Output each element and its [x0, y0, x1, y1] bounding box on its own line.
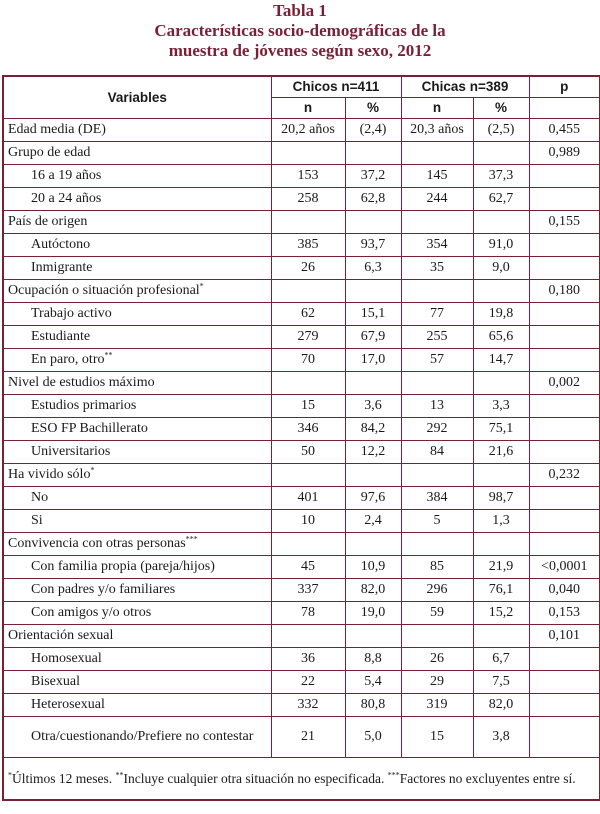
cell-p-value [529, 395, 600, 418]
cell-boys-pct: 2,4 [345, 510, 401, 533]
cell-p-value: 0,153 [529, 602, 600, 625]
table-row [3, 349, 600, 372]
row-label [3, 211, 271, 234]
cell-girls-pct [473, 464, 529, 487]
header-p-blank [529, 98, 600, 119]
row-label-text: Estudios primarios [31, 398, 137, 413]
cell-boys-pct: 82,0 [345, 579, 401, 602]
cell-girls-pct: 65,6 [473, 326, 529, 349]
table-row [3, 648, 600, 671]
cell-boys-pct [345, 533, 401, 556]
cell-boys-n: 50 [271, 441, 345, 464]
row-label [3, 602, 271, 625]
cell-girls-pct: 3,3 [473, 395, 529, 418]
table-row [3, 579, 600, 602]
row-label [3, 671, 271, 694]
cell-boys-pct: 17,0 [345, 349, 401, 372]
row-label-text: Si [31, 513, 43, 528]
cell-boys-n [271, 142, 345, 165]
table-row [3, 395, 600, 418]
cell-p-value [529, 648, 600, 671]
row-label [3, 441, 271, 464]
cell-boys-n: 62 [271, 303, 345, 326]
cell-p-value [529, 533, 600, 556]
cell-boys-pct: 37,2 [345, 165, 401, 188]
cell-boys-pct: 80,8 [345, 694, 401, 717]
cell-boys-pct [345, 211, 401, 234]
cell-boys-n: 401 [271, 487, 345, 510]
cell-girls-n: 5 [401, 510, 473, 533]
row-label [3, 188, 271, 211]
table-row [3, 625, 600, 648]
cell-boys-pct: 93,7 [345, 234, 401, 257]
cell-girls-pct: 91,0 [473, 234, 529, 257]
cell-boys-n [271, 211, 345, 234]
row-label-text: Otra/cuestionando/Prefiere no contestar [31, 729, 254, 744]
cell-boys-pct: 3,6 [345, 395, 401, 418]
cell-girls-pct: 98,7 [473, 487, 529, 510]
cell-boys-n: 153 [271, 165, 345, 188]
cell-boys-pct: 19,0 [345, 602, 401, 625]
row-label-text: Estudiante [31, 329, 91, 344]
row-label [3, 625, 271, 648]
row-label [3, 326, 271, 349]
cell-p-value [529, 165, 600, 188]
cell-boys-n [271, 372, 345, 395]
cell-p-value: 0,002 [529, 372, 600, 395]
table-row [3, 326, 600, 349]
cell-boys-pct: 10,9 [345, 556, 401, 579]
table-row [3, 234, 600, 257]
row-label-text: Trabajo activo [31, 306, 112, 321]
cell-girls-pct: 15,2 [473, 602, 529, 625]
cell-p-value: 0,455 [529, 119, 600, 142]
table-row [3, 464, 600, 487]
cell-p-value: 0,101 [529, 625, 600, 648]
cell-girls-pct: 21,6 [473, 441, 529, 464]
cell-p-value [529, 441, 600, 464]
row-label-text: Homosexual [31, 651, 102, 666]
cell-girls-n: 20,3 años [401, 119, 473, 142]
cell-girls-pct: 6,7 [473, 648, 529, 671]
footnote-text-1: Últimos 12 meses. [12, 771, 116, 786]
data-table [2, 75, 600, 801]
table-body [3, 119, 600, 758]
cell-girls-pct: 1,3 [473, 510, 529, 533]
cell-girls-n: 292 [401, 418, 473, 441]
cell-girls-pct: 75,1 [473, 418, 529, 441]
row-label [3, 694, 271, 717]
row-label-text: Autóctono [31, 237, 91, 252]
footnote-row [3, 758, 600, 801]
header-boys-n: n [271, 98, 345, 119]
cell-girls-n: 384 [401, 487, 473, 510]
cell-p-value [529, 694, 600, 717]
cell-boys-pct: 5,4 [345, 671, 401, 694]
cell-girls-pct [473, 533, 529, 556]
row-label-text: Grupo de edad [8, 145, 91, 160]
cell-girls-n: 26 [401, 648, 473, 671]
row-label [3, 234, 271, 257]
cell-girls-n: 13 [401, 395, 473, 418]
cell-boys-pct [345, 142, 401, 165]
row-label-text: Convivencia con otras personas [8, 536, 186, 551]
cell-girls-pct [473, 280, 529, 303]
cell-boys-n: 258 [271, 188, 345, 211]
row-label [3, 510, 271, 533]
cell-boys-pct [345, 372, 401, 395]
row-label [3, 418, 271, 441]
footnote-text-2: Incluye cualquier otra situación no especificada. [123, 771, 388, 786]
row-label-text: Con familia propia (pareja/hijos) [31, 559, 215, 574]
table-row [3, 441, 600, 464]
cell-girls-pct: 14,7 [473, 349, 529, 372]
table-subtitle-line-2: muestra de jóvenes según sexo, 2012 [168, 41, 432, 60]
cell-girls-n: 77 [401, 303, 473, 326]
cell-boys-pct: 6,3 [345, 257, 401, 280]
cell-girls-n: 319 [401, 694, 473, 717]
cell-girls-n: 29 [401, 671, 473, 694]
cell-boys-pct: 62,8 [345, 188, 401, 211]
table-row [3, 372, 600, 395]
cell-p-value [529, 717, 600, 758]
cell-boys-n [271, 625, 345, 648]
cell-boys-pct [345, 464, 401, 487]
cell-boys-n: 26 [271, 257, 345, 280]
row-label-text: En paro, otro [31, 352, 105, 367]
row-label [3, 119, 271, 142]
cell-boys-n [271, 533, 345, 556]
header-girls-pct: % [473, 98, 529, 119]
header-row-groups [3, 76, 600, 98]
table-row [3, 694, 600, 717]
cell-boys-pct [345, 280, 401, 303]
row-label [3, 303, 271, 326]
cell-p-value [529, 671, 600, 694]
row-label-text: No [31, 490, 49, 505]
cell-boys-pct: 5,0 [345, 717, 401, 758]
cell-girls-n [401, 211, 473, 234]
header-boys: Chicos n=411 [271, 76, 401, 98]
cell-girls-n: 35 [401, 257, 473, 280]
cell-boys-n: 15 [271, 395, 345, 418]
row-label-text: Universitarios [31, 444, 111, 459]
cell-girls-n [401, 625, 473, 648]
cell-girls-n [401, 464, 473, 487]
cell-boys-pct: 12,2 [345, 441, 401, 464]
table-subtitle-line-1: Características socio-demográficas de la [154, 21, 446, 40]
table-row [3, 671, 600, 694]
header-variables: Variables [3, 76, 271, 119]
cell-girls-n: 296 [401, 579, 473, 602]
cell-p-value [529, 234, 600, 257]
cell-girls-pct [473, 142, 529, 165]
row-label-text: Nivel de estudios máximo [8, 375, 155, 390]
row-label [3, 257, 271, 280]
cell-p-value [529, 510, 600, 533]
table-row [3, 303, 600, 326]
cell-girls-n [401, 372, 473, 395]
cell-p-value: 0,232 [529, 464, 600, 487]
row-label [3, 579, 271, 602]
cell-p-value [529, 303, 600, 326]
cell-boys-n: 346 [271, 418, 345, 441]
cell-girls-n: 255 [401, 326, 473, 349]
cell-girls-pct [473, 211, 529, 234]
cell-girls-n: 84 [401, 441, 473, 464]
row-label [3, 648, 271, 671]
header-p: p [529, 76, 600, 98]
cell-boys-n: 36 [271, 648, 345, 671]
table-row [3, 533, 600, 556]
cell-p-value [529, 349, 600, 372]
cell-boys-n: 332 [271, 694, 345, 717]
table-title: Tabla 1 [273, 1, 327, 20]
footnote-mark-2: ** [115, 770, 124, 780]
cell-girls-n: 15 [401, 717, 473, 758]
row-label-text: Ocupación o situación profesional [8, 283, 200, 298]
header-girls: Chicas n=389 [401, 76, 529, 98]
footnote-text-3: Factores no excluyentes entre sí. [399, 771, 576, 786]
cell-boys-n [271, 464, 345, 487]
cell-boys-n: 279 [271, 326, 345, 349]
cell-girls-n: 145 [401, 165, 473, 188]
cell-p-value [529, 326, 600, 349]
table-row [3, 717, 600, 758]
cell-girls-pct: 19,8 [473, 303, 529, 326]
cell-boys-pct: 67,9 [345, 326, 401, 349]
footnote-marker: ** [104, 350, 113, 360]
table-row [3, 556, 600, 579]
cell-boys-pct: (2,4) [345, 119, 401, 142]
cell-boys-n: 21 [271, 717, 345, 758]
table-row [3, 510, 600, 533]
cell-boys-pct [345, 625, 401, 648]
table-row [3, 418, 600, 441]
cell-boys-n [271, 280, 345, 303]
row-label [3, 533, 271, 556]
cell-p-value [529, 188, 600, 211]
row-label-text: Inmigrante [31, 260, 93, 275]
table-row [3, 487, 600, 510]
table-row [3, 165, 600, 188]
table-row [3, 257, 600, 280]
cell-girls-n: 354 [401, 234, 473, 257]
cell-girls-pct: 21,9 [473, 556, 529, 579]
footnote-marker: * [90, 465, 95, 475]
row-label-text: ESO FP Bachillerato [31, 421, 148, 436]
cell-girls-pct [473, 372, 529, 395]
cell-p-value: 0,040 [529, 579, 600, 602]
row-label [3, 556, 271, 579]
footnote-mark-1: * [8, 770, 12, 780]
row-label-text: Con amigos y/o otros [31, 605, 152, 620]
cell-girls-n [401, 533, 473, 556]
row-label [3, 487, 271, 510]
table-row [3, 119, 600, 142]
cell-boys-n: 45 [271, 556, 345, 579]
cell-boys-n: 20,2 años [271, 119, 345, 142]
cell-girls-pct: (2,5) [473, 119, 529, 142]
cell-boys-pct: 84,2 [345, 418, 401, 441]
footnote [3, 758, 600, 801]
cell-girls-pct [473, 625, 529, 648]
table-row [3, 280, 600, 303]
cell-boys-n: 337 [271, 579, 345, 602]
footnote-marker: *** [185, 534, 198, 544]
row-label-text: 20 a 24 años [31, 191, 102, 206]
cell-girls-pct: 82,0 [473, 694, 529, 717]
row-label-text: Orientación sexual [8, 628, 114, 643]
cell-girls-pct: 7,5 [473, 671, 529, 694]
cell-p-value: 0,155 [529, 211, 600, 234]
row-label [3, 165, 271, 188]
cell-girls-pct: 3,8 [473, 717, 529, 758]
table-row [3, 602, 600, 625]
cell-girls-n: 59 [401, 602, 473, 625]
cell-boys-n: 10 [271, 510, 345, 533]
row-label [3, 395, 271, 418]
row-label [3, 372, 271, 395]
cell-girls-n: 244 [401, 188, 473, 211]
footnote-marker: * [199, 281, 204, 291]
cell-girls-pct: 76,1 [473, 579, 529, 602]
cell-girls-n: 57 [401, 349, 473, 372]
cell-girls-pct: 9,0 [473, 257, 529, 280]
row-label-text: País de origen [8, 214, 88, 229]
row-label-text: Bisexual [31, 674, 80, 689]
cell-p-value [529, 257, 600, 280]
cell-girls-pct: 62,7 [473, 188, 529, 211]
row-label [3, 717, 271, 758]
row-label-text: Edad media (DE) [8, 122, 106, 137]
cell-p-value [529, 487, 600, 510]
footnote-mark-3: *** [387, 770, 400, 780]
row-label-text: Ha vivido sólo [8, 467, 91, 482]
cell-boys-n: 385 [271, 234, 345, 257]
table-row [3, 211, 600, 234]
row-label-text: Heterosexual [31, 697, 105, 712]
cell-girls-n [401, 142, 473, 165]
cell-boys-pct: 8,8 [345, 648, 401, 671]
cell-p-value: 0,180 [529, 280, 600, 303]
cell-boys-pct: 97,6 [345, 487, 401, 510]
row-label-text: Con padres y/o familiares [31, 582, 176, 597]
cell-boys-pct: 15,1 [345, 303, 401, 326]
cell-boys-n: 70 [271, 349, 345, 372]
row-label [3, 280, 271, 303]
table-row [3, 188, 600, 211]
row-label [3, 464, 271, 487]
cell-p-value: <0,0001 [529, 556, 600, 579]
cell-boys-n: 22 [271, 671, 345, 694]
cell-boys-n: 78 [271, 602, 345, 625]
cell-girls-n: 85 [401, 556, 473, 579]
table-row [3, 142, 600, 165]
cell-p-value: 0,989 [529, 142, 600, 165]
cell-p-value [529, 418, 600, 441]
row-label [3, 349, 271, 372]
cell-girls-pct: 37,3 [473, 165, 529, 188]
cell-girls-n [401, 280, 473, 303]
row-label [3, 142, 271, 165]
header-girls-n: n [401, 98, 473, 119]
row-label-text: 16 a 19 años [31, 168, 102, 183]
table-caption [0, 0, 600, 61]
header-boys-pct: % [345, 98, 401, 119]
